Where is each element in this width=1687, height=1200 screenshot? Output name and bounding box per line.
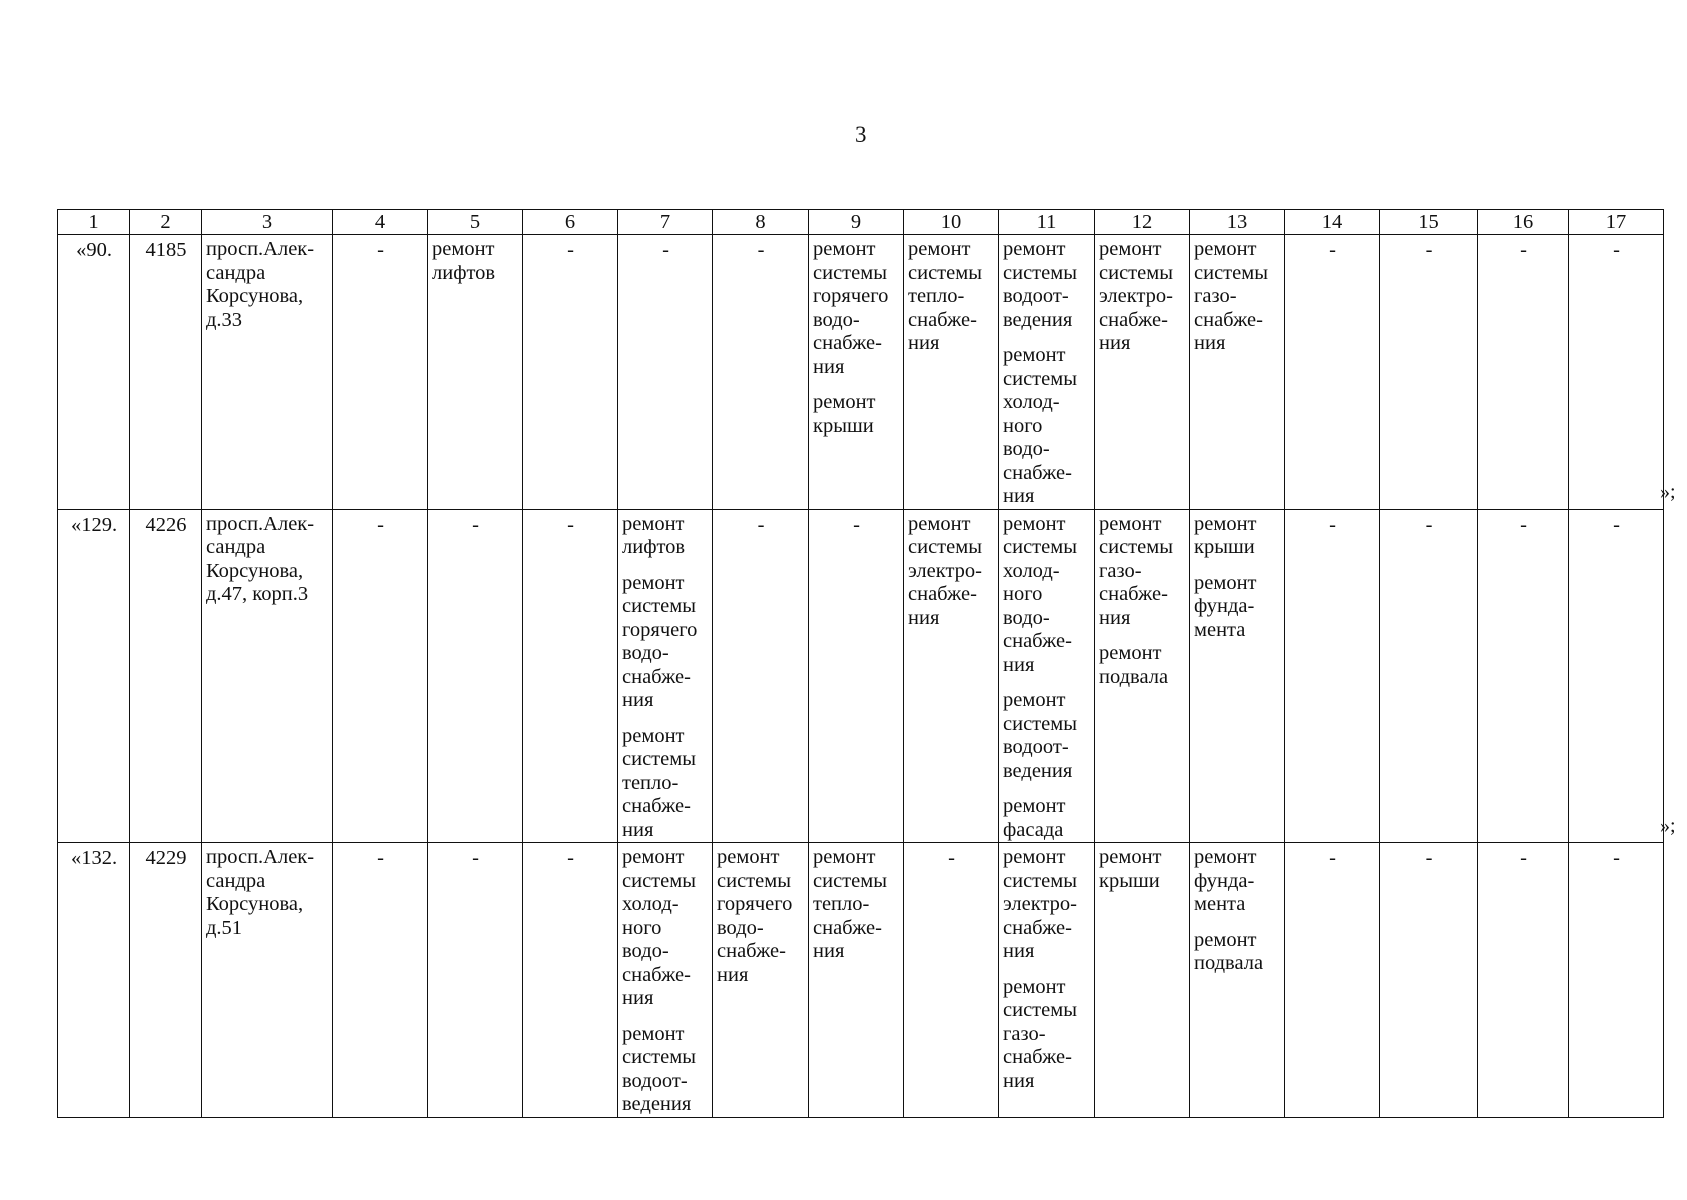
column-number-3: 3 <box>202 210 333 235</box>
table-row <box>58 235 1664 510</box>
work-item <box>1003 513 1091 678</box>
work-line: фунда- <box>1194 595 1255 617</box>
row-number: «129. <box>58 509 130 843</box>
address-cell <box>202 843 333 1118</box>
work-line: ремонт <box>1194 846 1257 868</box>
work-line: ремонт <box>432 238 495 260</box>
work-line: ремонт <box>622 846 685 868</box>
row-code: 4185 <box>130 235 202 510</box>
work-line: ремонт <box>622 724 685 747</box>
work-line: ния <box>717 963 749 986</box>
works-cell <box>1095 235 1190 510</box>
work-line: газо- <box>1003 1022 1046 1045</box>
work-item <box>1194 572 1281 643</box>
works-cell <box>904 509 999 843</box>
work-line: ремонт <box>1099 642 1162 664</box>
works-cell <box>999 509 1095 843</box>
work-line: снабже- <box>1099 583 1168 605</box>
row-code: 4226 <box>130 509 202 843</box>
work-line: системы <box>1003 536 1077 558</box>
column-number-4: 4 <box>333 210 428 235</box>
work-line: ремонт <box>1003 344 1066 366</box>
column-number-2: 2 <box>130 210 202 235</box>
work-line: снабже- <box>908 308 977 331</box>
row-number: «90. <box>58 235 130 510</box>
work-line: системы <box>622 748 696 770</box>
address-line: Корсунова, <box>206 893 304 915</box>
work-line: ния <box>1003 1069 1035 1092</box>
work-line: системы <box>1003 869 1077 892</box>
work-line: снабже- <box>622 963 691 986</box>
work-line: ного <box>622 916 662 939</box>
dash-cell: - <box>523 235 618 510</box>
works-cell <box>618 509 713 843</box>
work-line: ния <box>1003 653 1035 676</box>
address-line: просп.Алек- <box>206 512 315 535</box>
work-line: снабже- <box>813 332 882 354</box>
work-line: ремонт <box>622 571 685 594</box>
work-item <box>1099 513 1186 631</box>
work-line: системы <box>717 869 791 892</box>
dash-cell: - <box>1569 843 1664 1118</box>
work-line: ния <box>1003 485 1035 507</box>
work-line: системы <box>1099 261 1173 284</box>
work-line: ного <box>1003 414 1043 437</box>
work-line: ремонт <box>622 1022 685 1045</box>
works-cell <box>1095 843 1190 1118</box>
work-line: ремонт <box>1194 571 1257 594</box>
table-row <box>58 509 1664 843</box>
work-line: системы <box>1003 712 1077 735</box>
column-number-15: 15 <box>1380 210 1478 235</box>
work-item <box>622 846 709 1011</box>
column-number-9: 9 <box>809 210 904 235</box>
work-line: водо- <box>622 940 669 962</box>
work-line: ремонт <box>717 846 780 868</box>
works-cell <box>1190 843 1285 1118</box>
dash-cell: - <box>523 843 618 1118</box>
work-line: водо- <box>1003 606 1050 629</box>
works-cell <box>999 235 1095 510</box>
work-line: фунда- <box>1194 869 1255 892</box>
header-row <box>58 210 1664 235</box>
works-cell <box>428 235 523 510</box>
work-line: водоот- <box>1003 285 1069 307</box>
work-line: ния <box>908 606 940 629</box>
work-line: ремонт <box>1194 238 1257 260</box>
work-line: снабже- <box>1194 308 1263 331</box>
work-item <box>1099 846 1186 893</box>
work-line: ремонт <box>813 238 876 260</box>
dash-cell: - <box>1569 509 1664 843</box>
work-line: ния <box>1194 332 1226 354</box>
dash-cell: - <box>904 843 999 1118</box>
address-line: д.47, корп.3 <box>206 583 309 605</box>
page-number: 3 <box>855 122 867 147</box>
work-line: снабже- <box>1003 461 1072 484</box>
dash-cell: - <box>618 235 713 510</box>
work-line: электро- <box>1003 893 1077 915</box>
row-closing-quote: »; <box>1660 814 1676 837</box>
work-line: электро- <box>1099 285 1173 307</box>
work-item <box>1194 513 1281 560</box>
work-line: газо- <box>1194 285 1237 307</box>
dash-cell: - <box>1285 235 1380 510</box>
work-line: ведения <box>1003 308 1073 331</box>
work-line: тепло- <box>813 893 870 915</box>
work-line: системы <box>1194 261 1268 284</box>
column-number-6: 6 <box>523 210 618 235</box>
work-line: системы <box>622 595 696 617</box>
dash-cell: - <box>428 843 523 1118</box>
work-line: горячего <box>622 618 698 641</box>
work-item <box>622 725 709 843</box>
work-line: снабже- <box>1003 630 1072 652</box>
works-cell <box>1190 509 1285 843</box>
work-line: ния <box>813 940 845 962</box>
work-line: ния <box>908 332 940 354</box>
row-number: «132. <box>58 843 130 1118</box>
work-item <box>1003 238 1091 332</box>
dash-cell: - <box>1380 843 1478 1118</box>
work-line: водо- <box>717 916 764 939</box>
work-item <box>813 391 900 438</box>
work-line: ного <box>1003 583 1043 605</box>
work-item <box>1003 976 1091 1094</box>
table-body <box>58 210 1664 1118</box>
work-line: снабже- <box>1003 1046 1072 1068</box>
work-line: ведения <box>1003 759 1073 782</box>
dash-cell: - <box>713 509 809 843</box>
table-row <box>58 843 1664 1118</box>
work-line: ремонт <box>908 238 971 260</box>
work-line: крыши <box>1194 536 1255 558</box>
work-item <box>1003 795 1091 842</box>
work-line: мента <box>1194 893 1246 915</box>
column-number-7: 7 <box>618 210 713 235</box>
work-item <box>717 846 805 987</box>
work-line: ния <box>622 818 654 841</box>
work-line: системы <box>1003 261 1077 284</box>
work-line: тепло- <box>908 285 965 307</box>
works-cell <box>999 843 1095 1118</box>
column-number-11: 11 <box>999 210 1095 235</box>
work-line: системы <box>1003 367 1077 390</box>
work-line: водо- <box>813 308 860 331</box>
work-line: водоот- <box>1003 736 1069 758</box>
work-item <box>622 572 709 713</box>
work-line: системы <box>908 261 982 284</box>
work-item <box>908 238 995 356</box>
work-line: снабже- <box>908 583 977 605</box>
dash-cell: - <box>1380 509 1478 843</box>
work-line: ремонт <box>622 512 685 535</box>
work-line: ремонт <box>908 512 971 535</box>
dash-cell: - <box>1569 235 1664 510</box>
dash-cell: - <box>333 235 428 510</box>
works-cell <box>809 235 904 510</box>
work-item <box>1003 689 1091 783</box>
work-line: фасада <box>1003 818 1064 841</box>
work-line: системы <box>622 869 696 892</box>
works-cell <box>713 843 809 1118</box>
work-line: системы <box>622 1046 696 1068</box>
work-item <box>1194 929 1281 976</box>
works-cell <box>1095 509 1190 843</box>
work-line: крыши <box>1099 869 1160 892</box>
dash-cell: - <box>1285 509 1380 843</box>
work-line: холод- <box>1003 559 1060 582</box>
work-line: ремонт <box>813 846 876 868</box>
work-line: водо- <box>622 642 669 664</box>
work-line: горячего <box>813 285 889 307</box>
address-line: просп.Алек- <box>206 238 315 260</box>
work-line: газо- <box>1099 559 1142 582</box>
works-cell <box>618 843 713 1118</box>
work-line: водоот- <box>622 1069 688 1092</box>
address-line: д.51 <box>206 916 243 939</box>
work-line: ремонт <box>1099 846 1162 868</box>
work-line: ремонт <box>1003 795 1066 817</box>
work-item <box>813 238 900 379</box>
work-line: ния <box>1003 940 1035 962</box>
column-number-1: 1 <box>58 210 130 235</box>
work-line: системы <box>908 536 982 558</box>
work-line: мента <box>1194 618 1246 641</box>
dash-cell: - <box>713 235 809 510</box>
row-closing-quote: »; <box>1660 481 1676 503</box>
address-line: сандра <box>206 869 266 892</box>
work-line: снабже- <box>622 665 691 688</box>
work-line: ремонт <box>1003 689 1066 711</box>
work-line: подвала <box>1099 665 1169 688</box>
work-line: горячего <box>717 893 793 915</box>
work-line: ния <box>1099 332 1131 354</box>
work-line: подвала <box>1194 952 1264 974</box>
work-line: ремонт <box>1099 512 1162 535</box>
dash-cell: - <box>809 509 904 843</box>
work-line: снабже- <box>1099 308 1168 331</box>
dash-cell: - <box>1478 509 1569 843</box>
work-line: водо- <box>1003 438 1050 460</box>
work-line: снабже- <box>813 916 882 939</box>
dash-cell: - <box>1380 235 1478 510</box>
work-line: электро- <box>908 559 982 582</box>
address-line: д.33 <box>206 308 243 331</box>
column-number-5: 5 <box>428 210 523 235</box>
work-line: ремонт <box>1003 238 1066 260</box>
work-line: ния <box>1099 606 1131 629</box>
column-number-8: 8 <box>713 210 809 235</box>
address-line: сандра <box>206 261 266 284</box>
work-line: ремонт <box>1194 928 1257 951</box>
work-line: ремонт <box>813 391 876 413</box>
works-cell <box>1190 235 1285 510</box>
work-item <box>1099 642 1186 689</box>
work-line: снабже- <box>622 795 691 817</box>
work-line: холод- <box>622 893 679 915</box>
work-line: ремонт <box>1194 512 1257 535</box>
work-item <box>622 513 709 560</box>
dash-cell: - <box>428 509 523 843</box>
dash-cell: - <box>1478 235 1569 510</box>
work-line: ния <box>622 689 654 711</box>
address-line: просп.Алек- <box>206 846 315 868</box>
column-number-16: 16 <box>1478 210 1569 235</box>
work-item <box>1003 344 1091 509</box>
column-number-10: 10 <box>904 210 999 235</box>
work-line: ремонт <box>1099 238 1162 260</box>
work-line: ведения <box>622 1093 692 1115</box>
address-cell <box>202 509 333 843</box>
dash-cell: - <box>1478 843 1569 1118</box>
work-line: системы <box>813 261 887 284</box>
work-item <box>432 238 519 285</box>
work-line: снабже- <box>717 940 786 962</box>
works-cell <box>809 843 904 1118</box>
column-number-17: 17 <box>1569 210 1664 235</box>
column-number-13: 13 <box>1190 210 1285 235</box>
dash-cell: - <box>523 509 618 843</box>
works-table <box>57 209 1664 1118</box>
work-item <box>1194 846 1281 917</box>
address-line: сандра <box>206 536 266 558</box>
address-cell <box>202 235 333 510</box>
work-line: лифтов <box>622 536 686 558</box>
address-line: Корсунова, <box>206 285 304 307</box>
work-line: снабже- <box>1003 916 1072 939</box>
dash-cell: - <box>333 843 428 1118</box>
work-line: холод- <box>1003 391 1060 413</box>
work-item <box>908 513 995 631</box>
work-line: ремонт <box>1003 512 1066 535</box>
dash-cell: - <box>1285 843 1380 1118</box>
work-item <box>1003 846 1091 964</box>
work-item <box>1194 238 1281 356</box>
work-line: ния <box>622 987 654 1009</box>
work-line: крыши <box>813 414 874 437</box>
work-line: ния <box>813 355 845 378</box>
work-line: системы <box>1099 536 1173 558</box>
work-line: тепло- <box>622 771 679 794</box>
row-code: 4229 <box>130 843 202 1118</box>
work-line: ремонт <box>1003 846 1066 868</box>
dash-cell: - <box>333 509 428 843</box>
address-line: Корсунова, <box>206 559 304 582</box>
column-number-12: 12 <box>1095 210 1190 235</box>
work-item <box>1099 238 1186 356</box>
work-line: системы <box>1003 999 1077 1021</box>
work-line: лифтов <box>432 261 496 284</box>
work-item <box>813 846 900 964</box>
work-item <box>622 1023 709 1117</box>
work-line: системы <box>813 869 887 892</box>
work-line: ремонт <box>1003 975 1066 998</box>
works-cell <box>904 235 999 510</box>
column-number-14: 14 <box>1285 210 1380 235</box>
